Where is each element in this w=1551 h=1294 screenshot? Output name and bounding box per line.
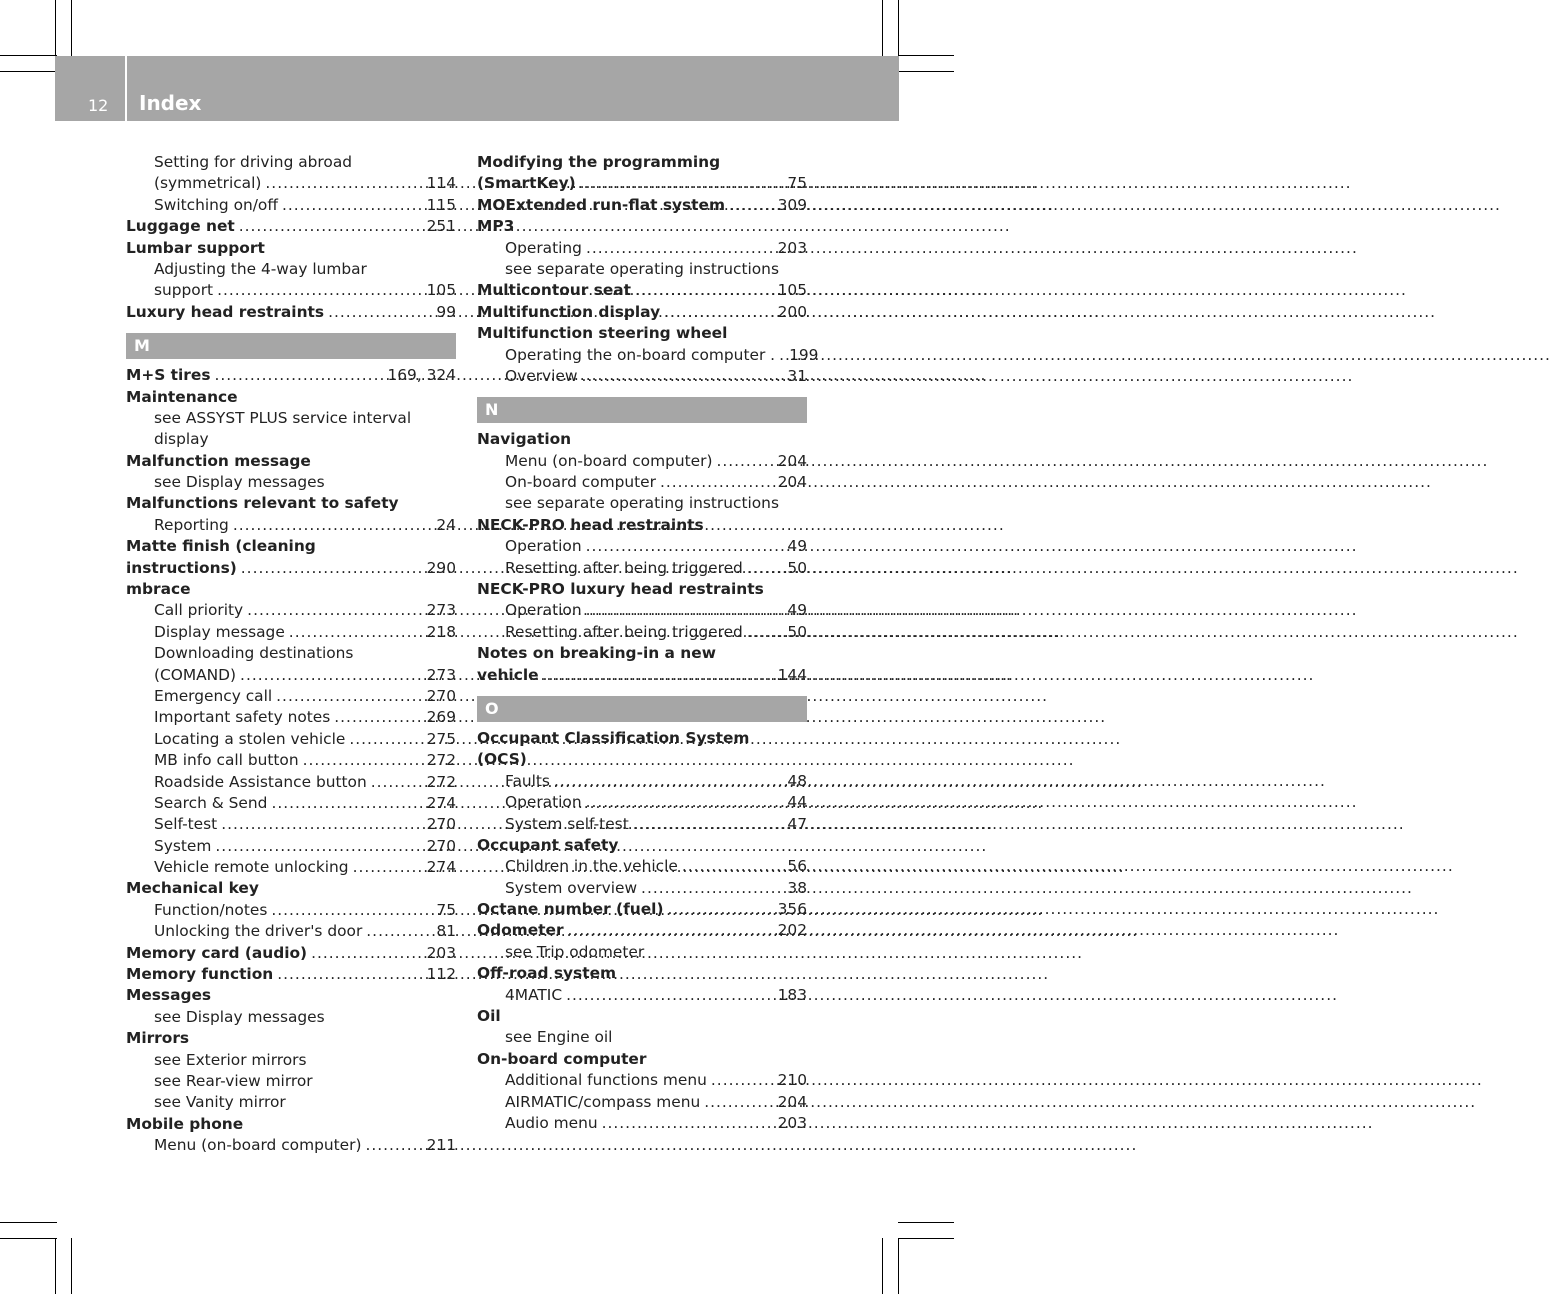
- entry-label: Operation: [505, 793, 582, 812]
- page-reference: 81: [436, 922, 456, 941]
- entry-label: Emergency call: [154, 686, 273, 705]
- page-reference: 50: [787, 558, 807, 577]
- index-entry: [477, 152, 807, 173]
- page-reference: 99: [436, 302, 456, 321]
- page-reference: 275: [426, 729, 456, 748]
- page-header: [55, 56, 899, 121]
- index-entry: [126, 579, 456, 600]
- entry-label: NECK-PRO head restraints: [477, 515, 704, 534]
- page-reference: 204: [777, 451, 807, 470]
- entry-label: see separate operating instructions: [505, 259, 779, 278]
- index-entry: [126, 365, 456, 386]
- index-entry: [126, 451, 456, 472]
- entry-label: Overview: [505, 366, 578, 385]
- entry-label: Messages: [126, 986, 212, 1005]
- page-reference: 49: [787, 601, 807, 620]
- leader-dots: [241, 558, 423, 579]
- leader-dots: [664, 302, 773, 323]
- leader-dots: [682, 856, 784, 877]
- index-entry: [477, 173, 807, 194]
- page-reference: 203: [777, 1114, 807, 1132]
- page-title: Index: [139, 91, 202, 115]
- index-subentry: [477, 536, 807, 557]
- index-subentry: [126, 259, 456, 280]
- entry-label: Matte finish (cleaning: [126, 537, 316, 556]
- leader-dots: [353, 857, 423, 878]
- index-subentry: [477, 1070, 807, 1091]
- page-reference: 272: [426, 772, 456, 791]
- entry-label: (COMAND): [154, 665, 237, 684]
- leader-dots: [366, 921, 432, 942]
- crop-mark: [55, 1238, 56, 1294]
- index-entry: [126, 964, 456, 985]
- index-subentry: [126, 857, 456, 878]
- page-reference: 356: [777, 900, 807, 919]
- entry-label: MP3: [477, 217, 515, 236]
- entry-label: AIRMATIC/compass menu: [505, 1092, 701, 1111]
- entry-label: vehicle: [477, 665, 539, 684]
- index-entry: [126, 493, 456, 514]
- leader-dots: [633, 814, 784, 835]
- page-reference: 114: [426, 174, 456, 193]
- index-subentry: [477, 472, 807, 493]
- entry-label: Mechanical key: [126, 879, 259, 898]
- index-subentry: [477, 878, 807, 899]
- index-entry: [126, 238, 456, 259]
- leader-dots: [233, 515, 433, 536]
- entry-label: Menu (on-board computer): [505, 451, 713, 470]
- index-entry: [477, 1006, 807, 1027]
- entry-label: MB info call button: [154, 751, 299, 770]
- index-subentry: [126, 900, 456, 921]
- index-entry: [477, 728, 807, 749]
- page-number: 12: [88, 96, 109, 115]
- entry-label: Off-road system: [477, 964, 617, 983]
- entry-label: Operating: [505, 238, 582, 257]
- leader-dots: [779, 345, 785, 366]
- entry-label: see ASSYST PLUS service interval: [154, 408, 412, 427]
- index-subentry: [126, 195, 456, 216]
- page-reference: 204: [777, 473, 807, 492]
- page-reference: 204: [777, 1092, 807, 1111]
- leader-dots: [217, 280, 423, 301]
- entry-label: Additional functions menu: [505, 1071, 707, 1090]
- index-subentry: [126, 622, 456, 643]
- leader-dots: [716, 451, 773, 472]
- entry-label: Malfunction message: [126, 451, 311, 470]
- index-subentry: [477, 493, 807, 514]
- page-reference: 50: [787, 622, 807, 641]
- leader-dots: [289, 622, 423, 643]
- entry-label: Memory function: [126, 965, 274, 984]
- entry-label: On-board computer: [505, 473, 656, 492]
- leader-dots: [586, 536, 784, 557]
- entry-label: Luxury head restraints: [126, 302, 325, 321]
- leader-dots: [641, 878, 783, 899]
- index-subentry: [477, 1027, 807, 1048]
- entry-label: Function/notes: [154, 900, 268, 919]
- index-subentry: [126, 707, 456, 728]
- page-reference: 309: [777, 195, 807, 214]
- index-subentry: [477, 558, 807, 579]
- leader-dots: [704, 1092, 773, 1113]
- index-entry: [126, 387, 456, 408]
- page-reference: 199: [789, 345, 819, 364]
- index-subentry: [477, 366, 807, 387]
- entry-label: (OCS): [477, 750, 527, 769]
- entry-label: Search & Send: [154, 793, 268, 812]
- entry-label: Multifunction steering wheel: [477, 324, 728, 343]
- leader-dots: [543, 665, 774, 686]
- page-reference: 183: [777, 985, 807, 1004]
- leader-dots: [303, 750, 423, 771]
- index-subentry: [126, 686, 456, 707]
- entry-label: Maintenance: [126, 387, 238, 406]
- index-subentry: [477, 259, 807, 280]
- index-subentry: [477, 985, 807, 1006]
- leader-dots: [365, 1135, 422, 1156]
- crop-mark: [71, 0, 72, 57]
- page-reference: 112: [426, 965, 456, 984]
- index-subentry: [126, 729, 456, 750]
- index-subentry: [477, 771, 807, 792]
- index-entry: [477, 835, 807, 856]
- entry-label: On-board computer: [477, 1049, 647, 1068]
- index-entry: [477, 195, 807, 216]
- page-reference: 75: [787, 174, 807, 193]
- index-entry: [126, 943, 456, 964]
- index-subentry: [126, 1135, 456, 1156]
- page-reference: 47: [787, 814, 807, 833]
- entry-label: Resetting after being triggered: [505, 622, 743, 641]
- entry-label: System overview: [505, 878, 638, 897]
- crop-mark: [0, 71, 57, 72]
- index-column-left: [126, 152, 456, 1157]
- page-reference: 218: [426, 622, 456, 641]
- leader-dots: [265, 173, 422, 194]
- page-reference: 56: [787, 857, 807, 876]
- index-entry: [477, 963, 807, 984]
- index-subentry: [477, 856, 807, 877]
- index-subentry: [477, 622, 807, 643]
- entry-label: Occupant Classification System: [477, 728, 750, 747]
- index-entry: [126, 985, 456, 1006]
- entry-label: Unlocking the driver's door: [154, 922, 363, 941]
- leader-dots: [239, 216, 423, 237]
- index-subentry: [126, 643, 456, 664]
- leader-dots: [240, 665, 423, 686]
- index-column-right: [477, 152, 819, 1134]
- index-entry: [477, 302, 807, 323]
- page-reference: 290: [426, 558, 456, 577]
- index-subentry: [126, 429, 456, 450]
- index-subentry: [477, 451, 807, 472]
- page-reference: 31: [787, 366, 807, 385]
- index-entry: [126, 558, 456, 579]
- entry-label: Locating a stolen vehicle: [154, 729, 346, 748]
- entry-label: see Display messages: [154, 1007, 325, 1026]
- leader-dots: [276, 686, 422, 707]
- entry-label: instructions): [126, 558, 237, 577]
- leader-dots: [554, 771, 783, 792]
- leader-dots: [371, 772, 423, 793]
- index-subentry: [126, 1071, 456, 1092]
- page-reference: 200: [777, 302, 807, 321]
- leader-dots: [580, 173, 784, 194]
- index-entry: [477, 579, 807, 600]
- index-entry: [477, 643, 807, 664]
- header-divider: [125, 56, 127, 121]
- entry-label: Self-test: [154, 815, 218, 834]
- entry-label: Call priority: [154, 601, 244, 620]
- leader-dots: [214, 365, 383, 386]
- section-letter-bar: M: [126, 333, 456, 359]
- entry-label: Setting for driving abroad: [154, 152, 353, 171]
- index-subentry: [126, 921, 456, 942]
- entry-label: Multicontour seat: [477, 281, 632, 300]
- page-reference: 270: [426, 836, 456, 855]
- index-subentry: [126, 793, 456, 814]
- entry-label: Downloading destinations: [154, 644, 354, 663]
- crop-mark: [882, 0, 883, 57]
- entry-label: System self-test: [505, 814, 629, 833]
- index-subentry: [477, 238, 807, 259]
- entry-label: support: [154, 281, 214, 300]
- index-subentry: [126, 408, 456, 429]
- index-entry: [126, 536, 456, 557]
- entry-label: Odometer: [477, 921, 564, 940]
- leader-dots: [311, 943, 423, 964]
- entry-label: see Rear-view mirror: [154, 1072, 313, 1090]
- entry-label: see Display messages: [154, 473, 325, 492]
- index-subentry: [126, 600, 456, 621]
- entry-label: Resetting after being triggered: [505, 558, 743, 577]
- index-subentry: [126, 1007, 456, 1028]
- index-entry: [126, 216, 456, 237]
- page-reference: 38: [787, 878, 807, 897]
- entry-label: Switching on/off: [154, 195, 278, 214]
- section-letter-bar: O: [477, 696, 807, 722]
- index-subentry: [477, 1113, 807, 1134]
- entry-label: (symmetrical): [154, 174, 262, 193]
- page-reference: 273: [426, 665, 456, 684]
- leader-dots: [747, 622, 784, 643]
- entry-label: Display message: [154, 622, 285, 641]
- index-entry: [477, 921, 807, 942]
- page-reference: 274: [426, 858, 456, 877]
- entry-label: Faults: [505, 771, 550, 790]
- index-subentry: [126, 152, 456, 173]
- index-subentry: [477, 814, 807, 835]
- index-subentry: [126, 772, 456, 793]
- page-reference: 49: [787, 537, 807, 556]
- leader-dots: [334, 707, 422, 728]
- index-entry: [477, 1049, 807, 1070]
- entry-label: Memory card (audio): [126, 943, 308, 962]
- crop-mark: [0, 1238, 57, 1239]
- index-subentry: [126, 280, 456, 301]
- entry-label: see Engine oil: [505, 1028, 613, 1047]
- leader-dots: [271, 793, 422, 814]
- crop-mark: [898, 1238, 954, 1239]
- leader-dots: [328, 302, 432, 323]
- page-reference: 272: [426, 751, 456, 770]
- entry-label: Audio menu: [505, 1114, 598, 1132]
- entry-label: Adjusting the 4-way lumbar: [154, 259, 367, 278]
- entry-label: Operation: [505, 601, 582, 620]
- index-entry: [477, 323, 807, 344]
- leader-dots: [602, 1113, 774, 1134]
- index-entry: [126, 1028, 456, 1049]
- entry-label: Operation: [505, 537, 582, 556]
- index-subentry: [126, 472, 456, 493]
- index-entry: [126, 879, 456, 900]
- index-subentry: [477, 942, 807, 963]
- leader-dots: [586, 600, 784, 621]
- leader-dots: [586, 792, 784, 813]
- entry-label: System: [154, 836, 212, 855]
- index-subentry: [126, 814, 456, 835]
- entry-label: display: [154, 430, 209, 449]
- leader-dots: [581, 366, 783, 387]
- page-reference: 203: [777, 238, 807, 257]
- index-subentry: [126, 1092, 456, 1113]
- leader-dots: [635, 280, 774, 301]
- page-reference: 144: [777, 665, 807, 684]
- index-subentry: [126, 515, 456, 536]
- page-reference: 75: [436, 900, 456, 919]
- index-subentry: [477, 792, 807, 813]
- entry-label: Modifying the programming: [477, 152, 721, 171]
- crop-mark: [71, 1238, 72, 1294]
- entry-label: see Vanity mirror: [154, 1093, 286, 1112]
- entry-label: MOExtended run-flat system: [477, 195, 726, 214]
- page-reference: 203: [426, 943, 456, 962]
- leader-dots: [660, 472, 774, 493]
- crop-mark: [898, 1222, 954, 1223]
- entry-label: Notes on breaking-in a new: [477, 644, 716, 663]
- page-reference: 273: [426, 601, 456, 620]
- index-entry: [477, 429, 807, 450]
- entry-label: Reporting: [154, 515, 229, 534]
- entry-label: 4MATIC: [505, 985, 563, 1004]
- leader-dots: [566, 985, 774, 1006]
- leader-dots: [729, 195, 774, 216]
- leader-dots: [668, 899, 774, 920]
- entry-label: Octane number (fuel): [477, 900, 664, 919]
- entry-label: Important safety notes: [154, 708, 331, 727]
- index-subentry: [126, 750, 456, 771]
- entry-label: Children in the vehicle: [505, 857, 678, 876]
- leader-dots: [247, 600, 422, 621]
- index-subentry: [126, 665, 456, 686]
- crop-mark: [55, 0, 56, 57]
- leader-dots: [349, 729, 422, 750]
- entry-label: Lumbar support: [126, 238, 265, 257]
- index-entry: [477, 280, 807, 301]
- page-reference: 48: [787, 771, 807, 790]
- index-entry: [126, 302, 456, 323]
- page-reference: 210: [777, 1071, 807, 1090]
- entry-label: Oil: [477, 1007, 501, 1026]
- leader-dots: [215, 836, 422, 857]
- index-subentry: [126, 836, 456, 857]
- page-reference: 202: [777, 921, 807, 940]
- page-reference: 115: [426, 195, 456, 214]
- entry-label: (SmartKey): [477, 174, 576, 193]
- page-reference: 44: [787, 793, 807, 812]
- page-reference: 211: [426, 1136, 456, 1155]
- page-reference: 274: [426, 793, 456, 812]
- page-reference: 169, 324: [387, 366, 456, 385]
- entry-label: M+S tires: [126, 366, 211, 385]
- entry-label: Mobile phone: [126, 1114, 244, 1133]
- page-reference: 24: [436, 515, 456, 534]
- crop-mark: [898, 71, 954, 72]
- entry-label: Multifunction display: [477, 302, 661, 321]
- crop-mark: [0, 1222, 57, 1223]
- entry-label: Menu (on-board computer): [154, 1136, 362, 1155]
- index-subentry: [477, 1092, 807, 1113]
- index-entry: [477, 515, 807, 536]
- entry-label: Occupant safety: [477, 835, 619, 854]
- leader-dots: [282, 195, 423, 216]
- index-subentry: [477, 600, 807, 621]
- entry-label: Navigation: [477, 430, 572, 449]
- page-reference: 270: [426, 686, 456, 705]
- entry-label: Operating the on-board computer .: [505, 345, 776, 364]
- crop-mark: [882, 1238, 883, 1294]
- page-reference: 105: [426, 281, 456, 300]
- leader-dots: [221, 814, 422, 835]
- page-reference: 270: [426, 815, 456, 834]
- leader-dots: [568, 920, 774, 941]
- entry-label: Vehicle remote unlocking: [154, 858, 349, 877]
- leader-dots: [586, 238, 774, 259]
- leader-dots: [271, 900, 432, 921]
- entry-label: see Trip odometer: [505, 942, 645, 961]
- entry-label: Malfunctions relevant to safety: [126, 494, 399, 513]
- index-entry: [477, 665, 807, 686]
- page-reference: 251: [426, 217, 456, 236]
- leader-dots: [711, 1070, 774, 1091]
- section-letter-bar: N: [477, 397, 807, 423]
- entry-label: mbrace: [126, 580, 191, 599]
- entry-label: see separate operating instructions: [505, 494, 779, 513]
- index-subentry: [477, 345, 819, 366]
- crop-mark: [898, 0, 899, 57]
- crop-mark: [0, 55, 57, 56]
- entry-label: Luggage net: [126, 217, 235, 236]
- leader-dots: [277, 964, 422, 985]
- entry-label: Mirrors: [126, 1029, 190, 1048]
- crop-mark: [898, 55, 954, 56]
- index-subentry: [126, 1050, 456, 1071]
- index-entry: [126, 1114, 456, 1135]
- entry-label: NECK-PRO luxury head restraints: [477, 580, 764, 599]
- page-reference: 269: [426, 708, 456, 727]
- entry-label: Roadside Assistance button: [154, 772, 367, 791]
- entry-label: see Exterior mirrors: [154, 1050, 307, 1069]
- index-subentry: [126, 173, 456, 194]
- crop-mark: [898, 1238, 899, 1294]
- index-entry: [477, 749, 807, 770]
- index-entry: [477, 216, 807, 237]
- leader-dots: [747, 558, 784, 579]
- index-entry: [477, 899, 807, 920]
- page-reference: 105: [777, 281, 807, 300]
